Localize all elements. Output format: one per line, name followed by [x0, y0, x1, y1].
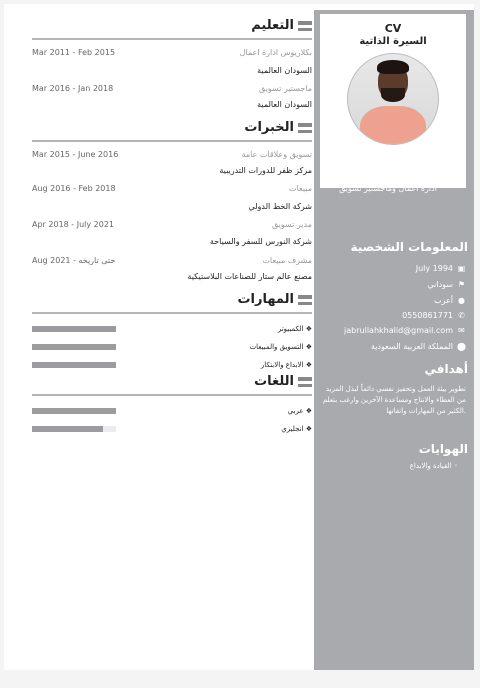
skill-bar-fill — [32, 344, 116, 350]
cv-subtitle: السيرة الذاتية — [359, 36, 427, 47]
calendar-icon: ▣ — [457, 264, 466, 273]
hobbies-heading: الهوايات — [418, 442, 468, 456]
info-status: أعزب ● — [434, 296, 465, 305]
language-label: عربي ❖ — [287, 407, 312, 415]
languages-section — [32, 374, 312, 444]
skill-bar — [32, 362, 116, 368]
mail-icon: ✉ — [458, 326, 465, 335]
divider — [32, 312, 312, 314]
info-location: المملكة العربية السعودية ⬤ — [370, 342, 466, 351]
skill-bar-fill — [32, 326, 116, 332]
skill-bar-fill — [32, 362, 116, 368]
cv-label: CV — [384, 22, 402, 35]
language-bar-fill — [32, 408, 116, 414]
education-section: التعليم Mar 2011 - Feb 2015 بكلاريوس ادارة اعمال السودان العالمية Mar 2016 - Jan 2018 ماجستير تسويق السودان العالمية — [32, 18, 312, 109]
profile-card — [320, 14, 466, 188]
language-bar — [32, 426, 116, 432]
info-nationality: سوداني ⚑ — [427, 280, 466, 289]
list-icon — [298, 295, 312, 305]
list-icon — [298, 21, 312, 31]
info-birthdate: July 1994 ▣ — [415, 264, 466, 273]
goals-text: تطوير بيئة العمل وتحفيز نفسي دائماً لبذل المزيد من العطاء والانتاج ومساعدة الآخرين وارغب بتعلم الكثير من المهارات واتقانها. — [322, 385, 466, 415]
skills-heading: المهارات — [237, 292, 312, 307]
personal-info-heading: المعلومات الشخصية — [350, 240, 468, 254]
goals-heading: أهدافي — [424, 362, 468, 376]
experience-section: الخبرات Mar 2015 - June 2016 تسويق وعلاقات عامة مركز ظفر للدورات التدريبية Aug 2016 - Feb 2018 مبيعات شركة الخط الدولي Apr 2018 - July 2021 مدير تسويق شركة النورس للسفر والسياحة Aug 2021 - حتى تاريخه مشرف مبيعات مصنع عالم ستار للصناعات البلاستيكية — [32, 120, 312, 281]
skills-section — [32, 292, 312, 372]
profile-photo — [347, 53, 439, 145]
divider — [32, 140, 312, 142]
sidebar — [314, 10, 474, 670]
language-bar — [32, 408, 116, 414]
info-email[interactable]: jabrullahkhalid@gmail.com ✉ — [344, 326, 465, 335]
skill-label: الكمبيوتر ❖ — [277, 325, 312, 333]
skill-bar — [32, 344, 116, 350]
skill-bar — [32, 326, 116, 332]
skill-label: التسويق والمبيعات ❖ — [249, 343, 312, 351]
location-icon: ⬤ — [457, 342, 466, 351]
language-bar-fill — [32, 426, 103, 432]
phone-icon: ✆ — [458, 311, 465, 320]
person-name: خالد جبر الله احمد — [334, 166, 442, 180]
list-icon — [298, 123, 312, 133]
info-phone: 0550861771 ✆ — [402, 311, 465, 320]
skill-label: الابداع والابتكار ❖ — [260, 361, 312, 369]
divider — [32, 38, 312, 40]
person-icon: ● — [458, 296, 465, 305]
cv-page — [4, 4, 474, 670]
flag-icon: ⚑ — [457, 280, 466, 289]
list-icon — [298, 377, 312, 387]
person-title: اداره اعمال وماجستير تسويق — [339, 184, 437, 193]
education-heading: التعليم — [251, 18, 312, 33]
hobby-item: القيادة والابداع ◦ — [409, 462, 458, 470]
languages-heading: اللغات — [254, 374, 312, 389]
language-label: انجليزي ❖ — [281, 425, 312, 433]
divider — [32, 394, 312, 396]
experience-heading: الخبرات — [244, 120, 312, 135]
